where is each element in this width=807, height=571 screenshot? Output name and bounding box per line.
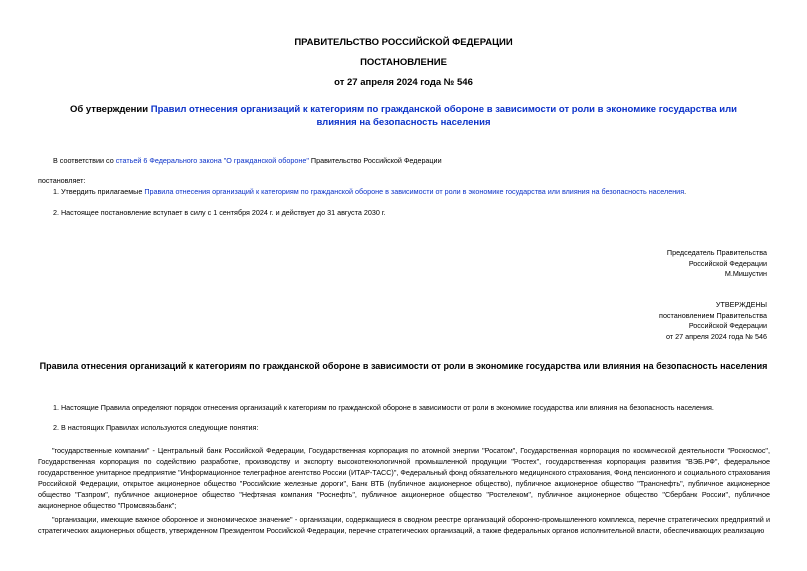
decree-item-1-lead: 1. Утвердить прилагаемые: [53, 187, 145, 196]
approval-stamp: [659, 300, 767, 342]
approval-word: УТВЕРЖДЕНЫ: [715, 300, 767, 309]
signature-org: Российской Федерации: [688, 258, 767, 268]
signature-block: [667, 248, 767, 280]
preamble-tail: Правительство Российской Федерации: [308, 156, 442, 165]
government-heading: ПРАВИТЕЛЬСТВО РОССИЙСКОЙ ФЕДЕРАЦИИ: [294, 37, 513, 48]
rules-paragraph-1: 1. Настоящие Правила определяют порядок отнесения организаций к категориям по гражданской обороне в зависимости от роли в экономике государства или влияния на безопасность населения.: [53, 403, 714, 412]
doc-type-heading: ПОСТАНОВЛЕНИЕ: [360, 57, 447, 68]
approval-org: Российской Федерации: [688, 321, 767, 330]
rules-title: Правила отнесения организаций к категориям по гражданской обороне в зависимости от роли в экономике государства или влияния на безопасность населения: [39, 361, 768, 371]
rules-paragraph-2: 2. В настоящих Правилах используются следующие понятия:: [53, 423, 259, 432]
preamble: [53, 156, 442, 166]
date-number-heading: от 27 апреля 2024 года № 546: [334, 77, 473, 88]
law-link[interactable]: статьей 6 Федерального закона "О гражданской обороне": [115, 156, 309, 165]
decree-title-prefix: Об утверждении: [70, 104, 151, 115]
approval-by: постановлением Правительства: [659, 310, 767, 320]
approval-date: от 27 апреля 2024 года № 546: [665, 331, 767, 341]
resolves-text: постановляет:: [38, 176, 86, 185]
rules-paragraph-3: "государственные компании" - Центральный банк Российской Федерации, Государственная корпорация по атомной энергии "Росатом", Государственная корпорация по космической деятельности "Роскосмос", Государственная корпорация по содействию разработке, производству и экспорту высокотехнологичной промышленной продукции "Ростех", государственная корпорация развития "ВЭБ.РФ", федеральное государственное унитарное предприятие "Информационное телеграфное агентство России (ИТАР-ТАСС)", Федеральный фонд обязательного медицинского страхования, Фонд пенсионного и социального страхования Российской Федерации, открытое акционерное общество "Российские железные дороги", Банк ВТБ (публичное акционерное общество), публичное акционерное общество "Транснефть", публичное акционерное общество "Газпром", публичное акционерное общество "Нефтяная компания "Роснефть", публичное акционерное общество "Ростелеком", публичное акционерное общество "Сбербанк России", публичное акционерное общество "Промсвязьбанк";: [38, 446, 770, 510]
rules-link[interactable]: Правила отнесения организаций к категориям по гражданской обороне в зависимости от роли в экономике государства или влияния на безопасность населения: [144, 187, 685, 196]
rules-paragraph-4: "организации, имеющие важное оборонное и экономическое значение" - организации, содержащиеся в сводном реестре организаций оборонно-промышленного комплекса, перечне стратегических предприятий и стратегических акционерных обществ, утвержденном Президентом Российской Федерации, перечне стратегических организаций, а также федеральных органов исполнительной власти, обеспечивающих реализацию: [38, 515, 770, 535]
signature-position: Председатель Правительства: [666, 248, 767, 257]
decree-item-1: [53, 187, 686, 197]
preamble-lead: В соответствии со: [53, 156, 116, 165]
decree-title: [55, 104, 752, 129]
signature-name: М.Мишустин: [724, 269, 767, 278]
rules-title-link[interactable]: Правил отнесения организаций к категориям по гражданской обороне в зависимости от роли в экономике государства или влияния на безопасность населения: [150, 104, 737, 128]
decree-item-1-tail: .: [684, 187, 687, 196]
decree-item-2: 2. Настоящее постановление вступает в силу с 1 сентября 2024 г. и действует до 31 августа 2030 г.: [53, 208, 386, 217]
